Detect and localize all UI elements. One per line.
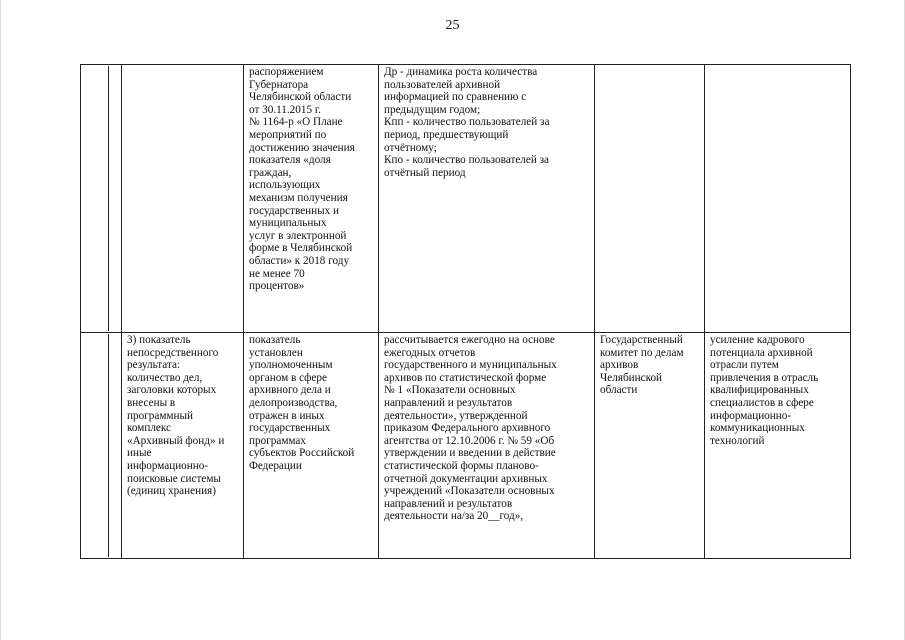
row-number-cell: [81, 65, 122, 333]
executor-cell: Государственный комитет по делам архивов Челябинской области: [595, 333, 705, 559]
measures-cell: усиление кадрового потенциала архивной отрасли путем привлечения в отрасль квалифицированных специалистов в сфере информационно- коммуникационных технологий: [705, 333, 851, 559]
method-cell: Др - динамика роста количества пользователей архивной информацией по сравнению с предыдущим годом; Кпп - количество пользователей за период, предшествующий отчётному; Кпо - количество пользователей за отчётный период: [379, 65, 595, 333]
basis-cell: распоряжением Губернатора Челябинской области от 30.11.2015 г. № 1164-р «О Плане мероприятий по достижению значения показателя «доля граждан, использующих механизм получения государственных и муниципальных услуг в электронной форме в Челябинской области» к 2018 году не менее 70 процентов»: [244, 65, 379, 333]
left-page-edge: [0, 0, 1, 640]
table-row: [81, 65, 851, 333]
indicators-table: [80, 64, 851, 559]
measures-cell: [705, 65, 851, 333]
method-cell: рассчитывается ежегодно на основе ежегодных отчетов государственного и муниципальных архивов по статистической форме № 1 «Показатели основных направлений и результатов деятельности», утвержденной приказом Федерального архивного агентства от 12.10.2006 г. № 59 «Об утверждении и введении в действие статистической формы планово- отчетной документации архивных учреждений «Показатели основных направлений и результатов деятельности на/за 20__год»,: [379, 333, 595, 559]
indicator-cell: 3) показатель непосредственного результата: количество дел, заголовки которых внесены в программный комплекс «Архивный фонд» и иные информационно- поисковые системы (единиц хранения): [122, 333, 244, 559]
page-number: 25: [445, 18, 460, 33]
row-number-cell: [81, 333, 122, 559]
indicator-cell: [122, 65, 244, 333]
basis-cell: показатель установлен уполномоченным органом в сфере архивного дела и делопроизводства, отражен в иных государственных программах субъектов Российской Федерации: [244, 333, 379, 559]
executor-cell: [595, 65, 705, 333]
table-row: [81, 333, 851, 559]
